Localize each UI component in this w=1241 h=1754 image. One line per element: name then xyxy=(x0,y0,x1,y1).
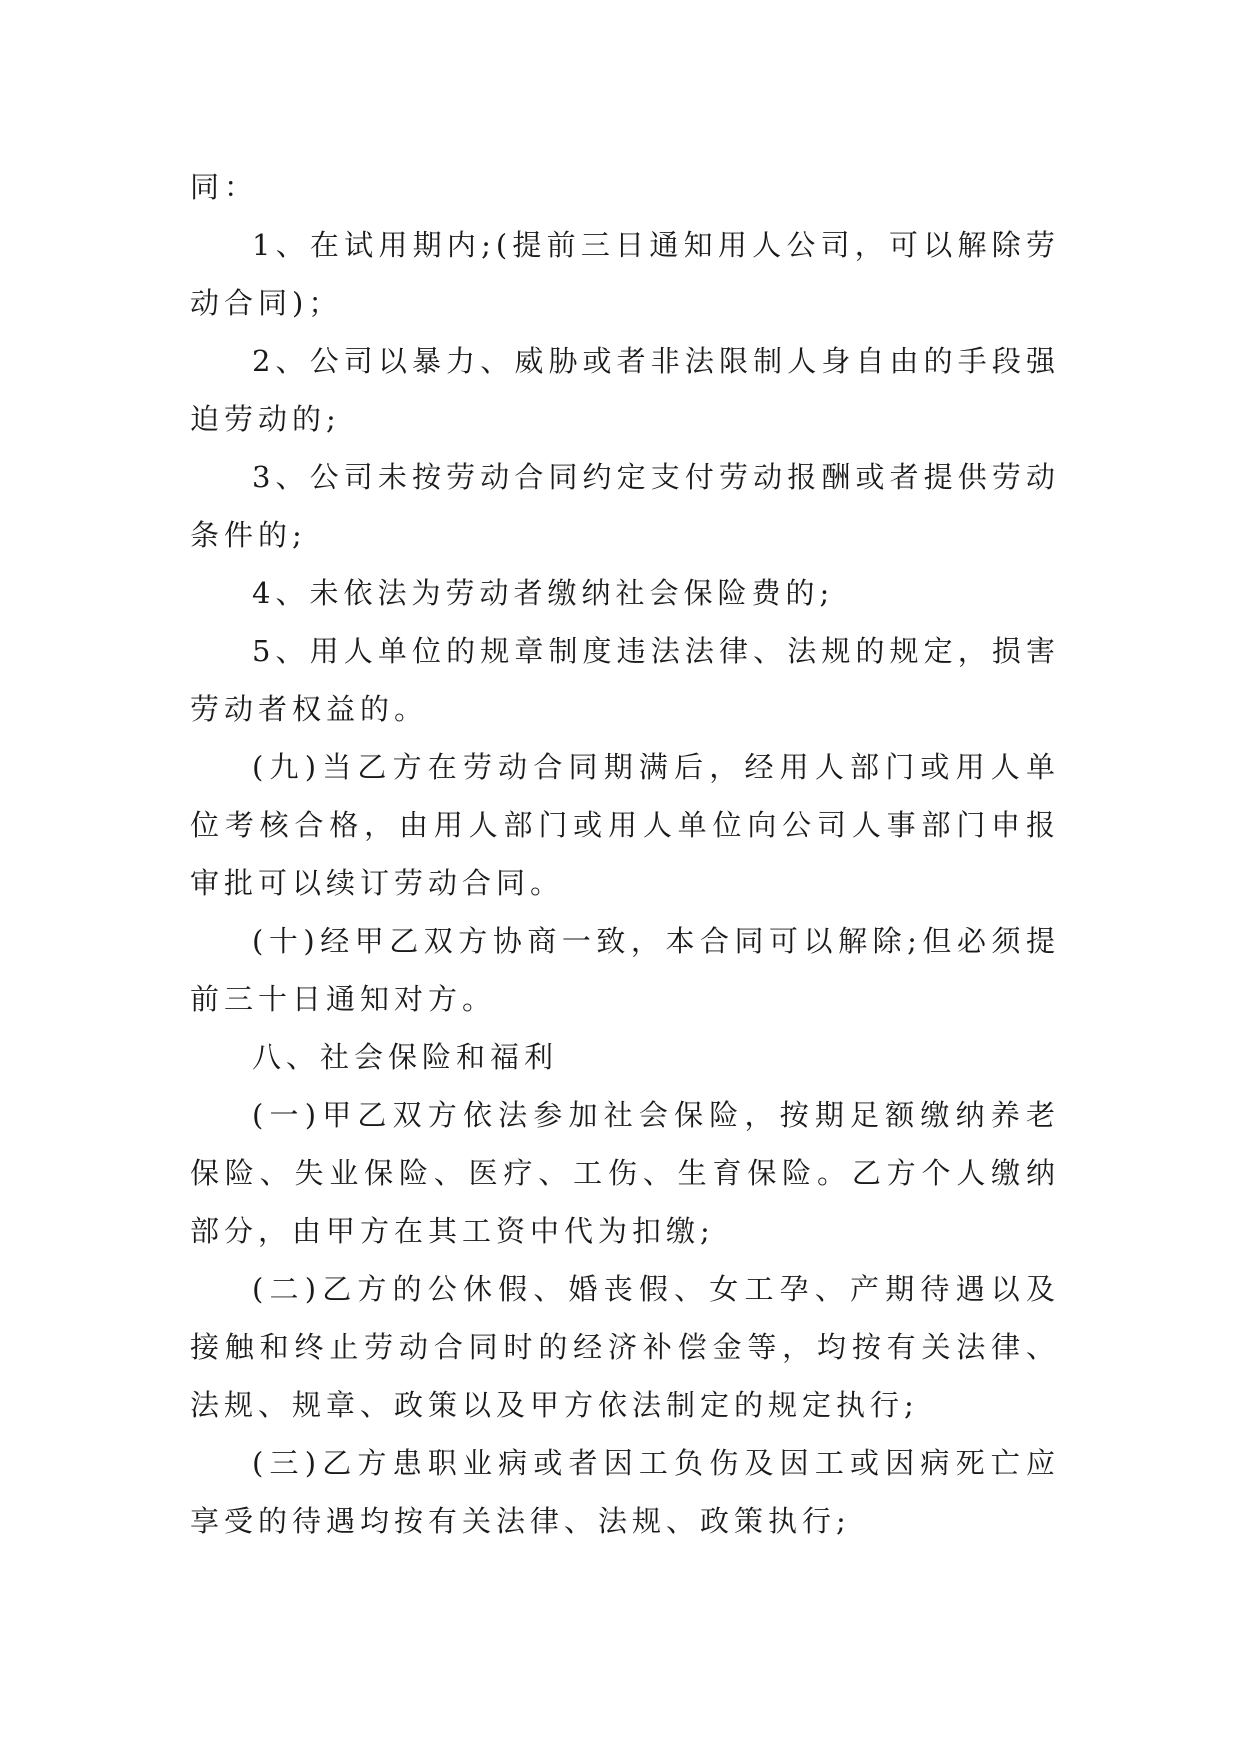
section-heading: 八、社会保险和福利 xyxy=(252,1040,559,1074)
paragraph: 2、公司以暴力、威胁或者非法限制人身自由的手段强迫劳动的; xyxy=(190,344,1060,436)
paragraph: (九)当乙方在劳动合同期满后，经用人部门或用人单位考核合格，由用人部门或用人单位向公司人事部门申报审批可以续订劳动合同。 xyxy=(190,750,1060,900)
paragraph: 4、未依法为劳动者缴纳社会保险费的; xyxy=(252,576,835,610)
paragraph: (二)乙方的公休假、婚丧假、女工孕、产期待遇以及接触和终止劳动合同时的经济补偿金等，均按有关法律、法规、规章、政策以及甲方依法制定的规定执行; xyxy=(190,1272,1060,1422)
document-body xyxy=(190,158,1060,1550)
paragraph: (十)经甲乙双方协商一致，本合同可以解除;但必须提前三十日通知对方。 xyxy=(190,924,1060,1016)
paragraph: (一)甲乙双方依法参加社会保险，按期足额缴纳养老保险、失业保险、医疗、工伤、生育保险。乙方个人缴纳部分，由甲方在其工资中代为扣缴; xyxy=(190,1098,1060,1248)
paragraph: 5、用人单位的规章制度违法法律、法规的规定，损害劳动者权益的。 xyxy=(190,634,1060,726)
paragraph: (三)乙方患职业病或者因工负伤及因工或因病死亡应享受的待遇均按有关法律、法规、政策执行; xyxy=(190,1446,1060,1538)
paragraph: 3、公司未按劳动合同约定支付劳动报酬或者提供劳动条件的; xyxy=(190,460,1060,552)
paragraph: 同： xyxy=(190,170,259,204)
paragraph: 1、在试用期内;(提前三日通知用人公司，可以解除劳动合同)； xyxy=(190,228,1060,320)
